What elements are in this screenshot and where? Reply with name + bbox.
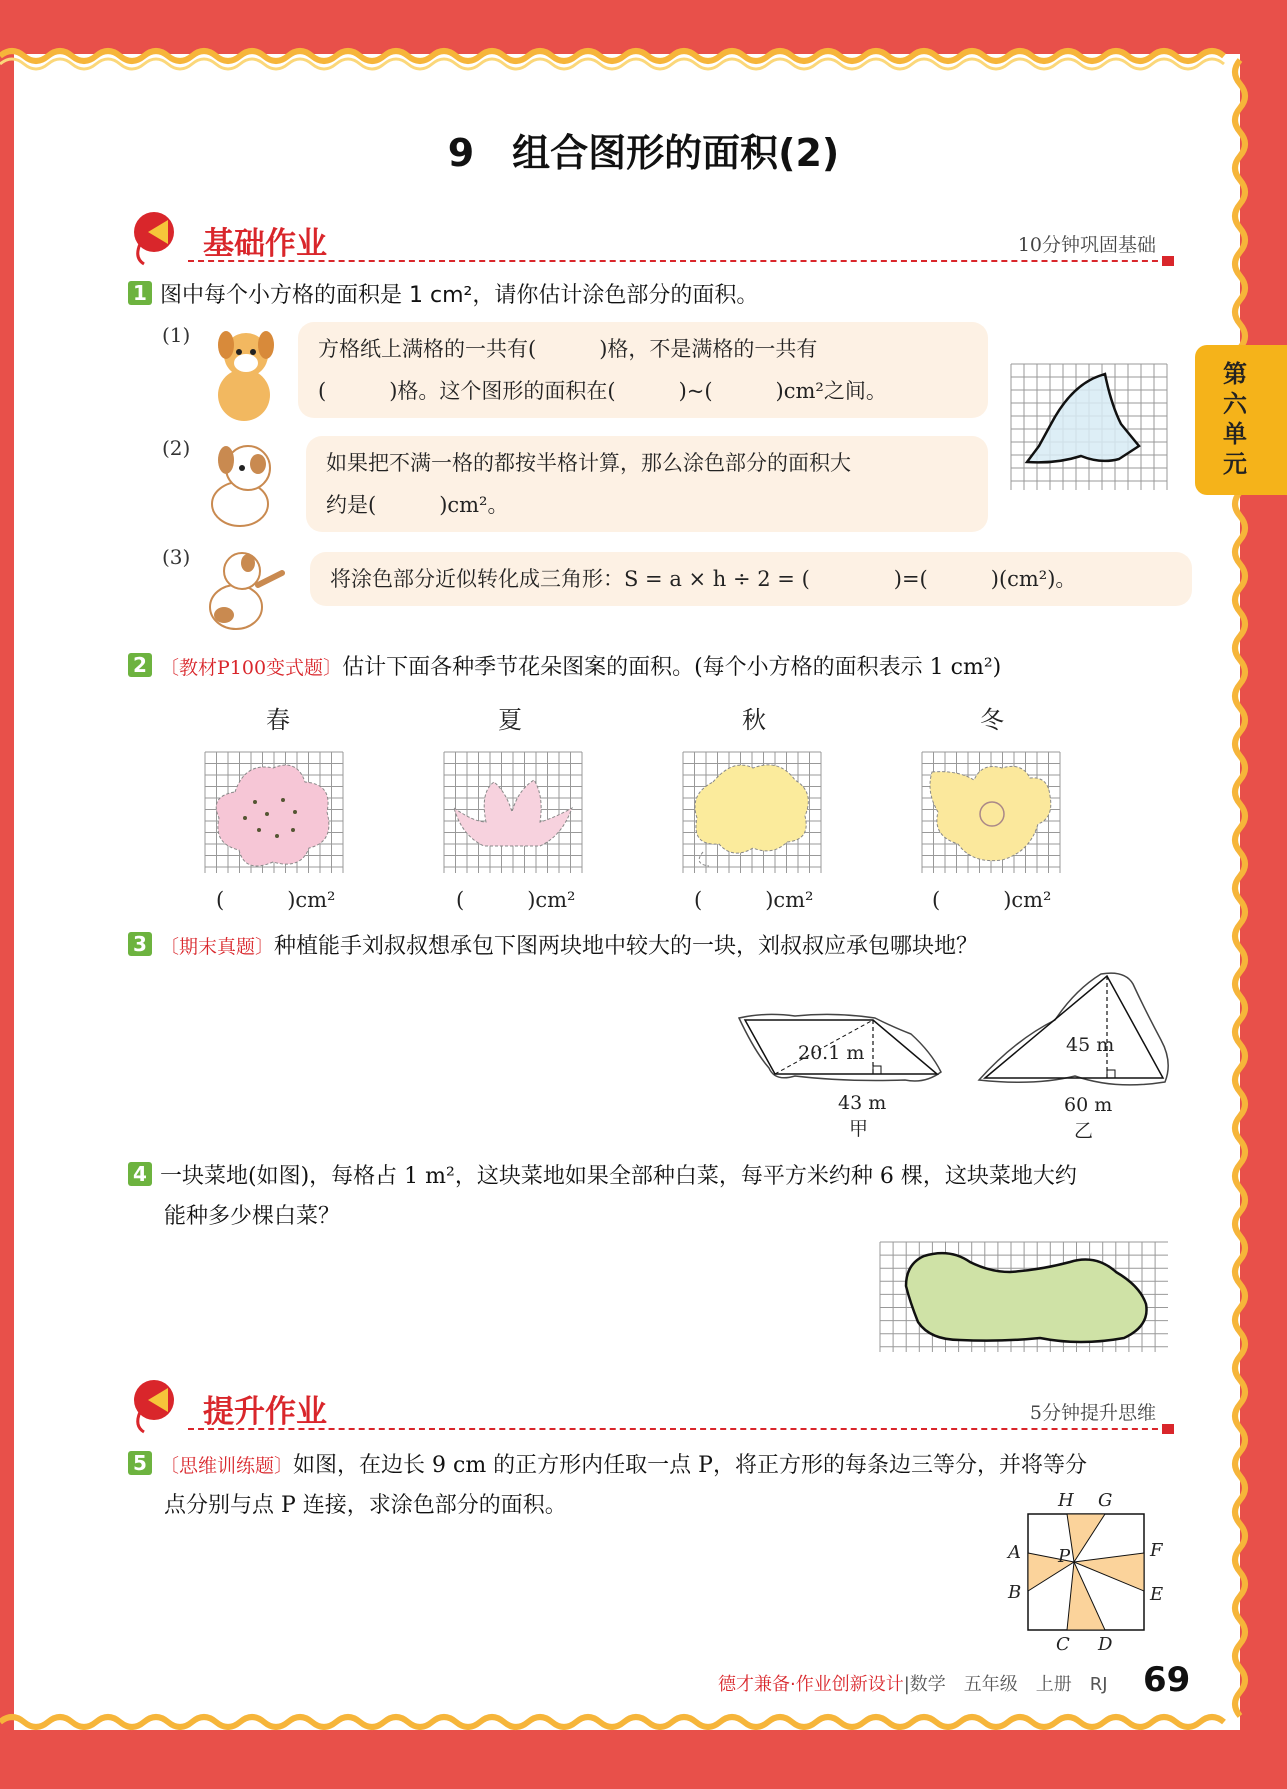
vegetable-field-grid: [880, 1242, 1170, 1354]
question-note: (每个小方格的面积表示 1 cm²): [694, 655, 1002, 680]
megaphone-icon: [130, 210, 190, 270]
bubble-line: 如果把不满一格的都按半格计算，那么涂色部分的面积大: [326, 451, 851, 475]
question-2: [128, 648, 1001, 688]
point-label-d: D: [1098, 1634, 1113, 1655]
question-text: 估计下面各种季节花朵图案的面积。: [342, 655, 695, 680]
question-1: [128, 276, 758, 316]
autumn-flower-grid: [683, 752, 821, 874]
question-text: 种植能手刘叔叔想承包下图两块地中较大的一块，刘叔叔应承包哪块地？: [274, 934, 979, 959]
section-divider-end: [1162, 1424, 1174, 1434]
square-p-figure: [1012, 1490, 1172, 1660]
field-yi-name: 乙: [1074, 1120, 1094, 1142]
page-title: 9 组合图形的面积(2): [447, 131, 840, 175]
section-advanced-header: [128, 1378, 1168, 1438]
answer-blank-autumn[interactable]: ( )cm²: [694, 888, 814, 912]
point-label-e: E: [1150, 1584, 1164, 1605]
field-jia-figure: [735, 1012, 947, 1132]
footer: [718, 1670, 1108, 1696]
footer-brand: 德才兼备·作业创新设计: [718, 1674, 904, 1695]
bottom-wave-border: [0, 1704, 1287, 1744]
question-text: 一块菜地(如图)，每格占 1 m²，这块菜地如果全部种白菜，每平方米约种 6 棵，这块菜地大约: [160, 1164, 1077, 1189]
section-basic-header: [128, 210, 1168, 270]
point-label-a: A: [1008, 1542, 1021, 1563]
question-number: 1: [128, 281, 152, 305]
season-label-winter: 冬: [970, 698, 1014, 742]
page-number: 69: [1143, 1660, 1191, 1700]
point-label-g: G: [1098, 1490, 1113, 1511]
part-label: (1): [162, 323, 191, 347]
question-4: [128, 1157, 1168, 1237]
question-3: [128, 927, 978, 967]
section-subtitle: 10分钟巩固基础: [1017, 234, 1156, 256]
part-label: (2): [162, 436, 191, 460]
question-number: 4: [128, 1162, 152, 1186]
unit-tab[interactable]: [1195, 345, 1287, 495]
question-tag: 〔思维训练题〕: [160, 1455, 294, 1477]
question-text: 图中每个小方格的面积是 1 cm²，请你估计涂色部分的面积。: [160, 283, 759, 308]
winter-flower-grid: [922, 752, 1060, 874]
bubble-line: 将涂色部分近似转化成三角形：S = a × h ÷ 2 = ( )=( )(cm²)。: [330, 567, 1077, 591]
part-label: (3): [162, 545, 191, 569]
field-jia-base: 43 m: [838, 1092, 887, 1114]
question-text-cont: 能种多少棵白菜？: [164, 1204, 341, 1229]
field-yi-figure: [975, 970, 1175, 1090]
season-label-summer: 夏: [488, 698, 532, 742]
field-yi-height: 45 m: [1066, 1034, 1115, 1056]
speech-bubble: [298, 322, 988, 418]
dog-illustration: [196, 438, 286, 538]
question-text-cont: 点分别与点 P 连接，求涂色部分的面积。: [164, 1493, 567, 1518]
section-divider-end: [1162, 256, 1174, 266]
bubble-line: 方格纸上满格的一共有( )格，不是满格的一共有: [318, 337, 818, 361]
bubble-line: ( )格。这个图形的面积在( )~( )cm²之间。: [318, 379, 887, 403]
footer-info: |数学 五年级 上册 RJ: [903, 1674, 1108, 1695]
question-tag: 〔教材P100变式题〕: [160, 657, 343, 679]
summer-flower-grid: [444, 752, 582, 874]
spring-flower-grid: [205, 752, 343, 874]
section-subtitle: 5分钟提升思维: [1029, 1402, 1156, 1424]
field-jia-name: 甲: [849, 1118, 869, 1140]
question-number: 2: [128, 653, 152, 677]
section-divider: [188, 260, 1168, 262]
question-number: 3: [128, 932, 152, 956]
point-label-c: C: [1056, 1634, 1070, 1655]
point-label-h: H: [1058, 1490, 1074, 1511]
dog-illustration: [196, 545, 296, 640]
question-number: 5: [128, 1451, 152, 1475]
field-yi-base: 60 m: [1064, 1094, 1113, 1116]
unit-tab-label: 第六单元: [1223, 360, 1247, 478]
answer-blank-spring[interactable]: ( )cm²: [216, 888, 336, 912]
point-label-b: B: [1008, 1582, 1022, 1603]
question-text: 如图，在边长 9 cm 的正方形内任取一点 P，将正方形的每条边三等分，并将等分: [293, 1453, 1087, 1478]
question-tag: 〔期末真题〕: [160, 936, 275, 958]
season-label-spring: 春: [256, 698, 300, 742]
section-title: 基础作业: [203, 226, 327, 262]
point-label-f: F: [1150, 1540, 1163, 1561]
top-wave-border: [0, 38, 1287, 78]
answer-blank-summer[interactable]: ( )cm²: [456, 888, 576, 912]
point-label-p: P: [1058, 1546, 1071, 1567]
section-divider: [188, 1428, 1168, 1430]
speech-bubble: [306, 436, 988, 532]
field-jia-height: 20.1 m: [798, 1042, 865, 1064]
right-wave-border: [1222, 0, 1262, 1789]
dog-illustration: [196, 325, 286, 425]
answer-blank-winter[interactable]: ( )cm²: [932, 888, 1052, 912]
q1-grid-figure: [1011, 364, 1169, 492]
bubble-line: 约是( )cm²。: [326, 493, 509, 517]
season-label-autumn: 秋: [732, 698, 776, 742]
speech-bubble: [310, 552, 1192, 606]
section-title: 提升作业: [203, 1394, 327, 1430]
megaphone-icon: [130, 1378, 190, 1438]
